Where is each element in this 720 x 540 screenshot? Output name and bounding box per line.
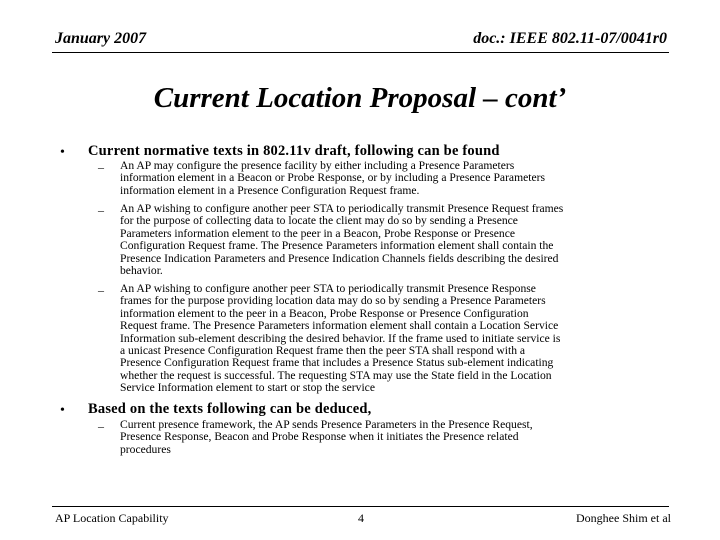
subitem-presence-framework <box>120 419 690 456</box>
subitem-line: Configuration Request frame. The Presence Parameters information element shall contain the <box>120 239 554 253</box>
subitem-line: behavior. <box>120 264 163 278</box>
subitem-line: Parameters information element to the peer in a Beacon, Probe Response or Presence <box>120 226 516 240</box>
subitem-line: for the purpose of collecting data to locate the client may do so by sending a Presence <box>120 214 518 228</box>
dash-marker: – <box>98 160 104 174</box>
subitem-line: a unicast Presence Configuration Request frame then the peer STA shall respond with a <box>120 344 526 358</box>
header-doc-id: doc.: IEEE 802.11-07/0041r0 <box>473 30 667 47</box>
subitem-line: procedures <box>120 442 171 456</box>
bullet-marker: • <box>60 403 65 418</box>
page-number: 4 <box>358 511 364 525</box>
footer-topic: AP Location Capability <box>55 511 169 525</box>
subitem-line: Service Information element to start or stop the service <box>120 381 375 395</box>
subitem-line: Current presence framework, the AP sends Presence Parameters in the Presence Request, <box>120 418 533 431</box>
dash-marker: – <box>98 203 104 217</box>
subitem-line: An AP may configure the presence facility by either including a Presence Parameters <box>120 159 515 172</box>
subitem-configure-presence <box>120 160 690 197</box>
subitem-line: whether the request is successful. The requesting STA may use the State field in the Location <box>120 368 552 382</box>
bullet-text-deduced: Based on the texts following can be deduced, <box>88 401 372 417</box>
subitem-line: information element in a Beacon or Probe Response, or by including a Presence Parameters <box>120 171 545 185</box>
header-date: January 2007 <box>55 30 147 47</box>
subitem-line: Presence Configuration Request frame that includes a Presence Status sub-element indicating <box>120 356 554 370</box>
dash-marker: – <box>98 283 104 297</box>
slide-title: Current Location Proposal – cont’ <box>153 82 567 114</box>
bullet-text-normative: Current normative texts in 802.11v draft, following can be found <box>88 143 500 159</box>
subitem-line: An AP wishing to configure another peer STA to periodically transmit Presence Response <box>120 282 536 295</box>
footer-author: Donghee Shim et al <box>576 511 671 525</box>
header-rule <box>52 52 669 53</box>
dash-marker: – <box>98 419 104 433</box>
footer-rule <box>52 506 669 507</box>
subitem-line: Request frame. The Presence Parameters information element shall contain a Location Service <box>120 319 559 333</box>
subitem-presence-request <box>120 203 690 277</box>
bullet-marker: • <box>60 145 65 160</box>
subitem-line: frames for the purpose providing location data may do so by sending a Presence Parameters <box>120 294 546 308</box>
subitem-line: An AP wishing to configure another peer STA to periodically transmit Presence Request frames <box>120 202 564 215</box>
subitem-line: Presence Indication Parameters and Presence Indication Channels fields describing the desired <box>120 251 559 265</box>
subitem-line: information element in a Presence Configuration Request frame. <box>120 183 420 197</box>
subitem-line: Presence Response, Beacon and Probe Response when it initiates the Presence related <box>120 430 519 444</box>
subitem-presence-response <box>120 283 690 395</box>
subitem-line: Information sub-element describing the desired behavior. If the frame used to initiate service is <box>120 331 561 345</box>
subitem-line: information element to the peer in a Beacon, Probe Response or Presence Configuration <box>120 306 529 320</box>
